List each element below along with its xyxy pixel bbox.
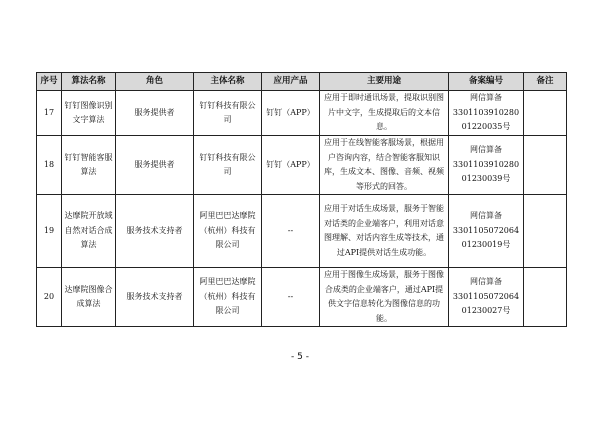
cell-product: 钉钉（APP） (262, 136, 320, 195)
algorithm-registry-table (36, 72, 567, 327)
cell-record-number (449, 91, 524, 136)
page-number: - 5 - (291, 352, 309, 362)
table-header-row (37, 73, 567, 91)
col-header-algorithm-name: 算法名称 (62, 73, 116, 91)
col-header-role: 角色 (116, 73, 194, 91)
cell-product: 钉钉（APP） (262, 91, 320, 136)
record-code: 330110507206401230027号 (452, 291, 520, 316)
record-prefix: 网信算备 (470, 277, 502, 287)
cell-algorithm-name: 达摩院开放域自然对话合成算法 (62, 195, 116, 268)
cell-remark (524, 91, 567, 136)
record-code: 330110507206401230019号 (452, 225, 520, 250)
cell-remark (524, 268, 567, 327)
col-header-entity-name: 主体名称 (194, 73, 262, 91)
table-row (37, 91, 567, 136)
cell-entity-name: 阿里巴巴达摩院（杭州）科技有限公司 (194, 195, 262, 268)
col-header-usage: 主要用途 (320, 73, 449, 91)
col-header-no: 序号 (37, 73, 62, 91)
cell-algorithm-name: 钉钉智能客服算法 (62, 136, 116, 195)
record-prefix: 网信算备 (470, 145, 502, 155)
cell-entity-name: 阿里巴巴达摩院（杭州）科技有限公司 (194, 268, 262, 327)
cell-algorithm-name: 钉钉图像识别文字算法 (62, 91, 116, 136)
cell-usage: 应用于即时通讯场景，提取识别图片中文字，生成提取后的文本信息。 (320, 91, 449, 136)
cell-usage: 应用于对话生成场景，服务于智能对话类的企业端客户，利用对话意图理解、对话内容生成等技术，通过API提供对话生成功能。 (320, 195, 449, 268)
record-code: 330110391028001230039号 (452, 159, 520, 184)
cell-role: 服务技术支持者 (116, 195, 194, 268)
cell-role: 服务提供者 (116, 136, 194, 195)
cell-usage: 应用于在线智能客服场景，根据用户咨询内容，结合智能客服知识库，生成文本、图像、音频、视频等形式的回答。 (320, 136, 449, 195)
table-row (37, 195, 567, 268)
cell-algorithm-name: 达摩院图像合成算法 (62, 268, 116, 327)
cell-no: 17 (37, 91, 62, 136)
table-row (37, 136, 567, 195)
record-prefix: 网信算备 (470, 93, 502, 103)
cell-entity-name: 钉钉科技有限公司 (194, 91, 262, 136)
cell-role: 服务提供者 (116, 91, 194, 136)
col-header-record-number: 备案编号 (449, 73, 524, 91)
table-row (37, 268, 567, 327)
col-header-remark: 备注 (524, 73, 567, 91)
cell-entity-name: 钉钉科技有限公司 (194, 136, 262, 195)
cell-record-number (449, 268, 524, 327)
cell-remark (524, 136, 567, 195)
cell-role: 服务技术支持者 (116, 268, 194, 327)
cell-remark (524, 195, 567, 268)
cell-record-number (449, 136, 524, 195)
record-code: 330110391028001220035号 (452, 107, 520, 132)
cell-product: -- (262, 195, 320, 268)
cell-no: 20 (37, 268, 62, 327)
record-prefix: 网信算备 (470, 211, 502, 221)
cell-no: 19 (37, 195, 62, 268)
cell-record-number (449, 195, 524, 268)
col-header-product: 应用产品 (262, 73, 320, 91)
cell-usage: 应用于图像生成场景，服务于图像合成类的企业端客户，通过API提供文字信息转化为图像信息的功能。 (320, 268, 449, 327)
cell-no: 18 (37, 136, 62, 195)
cell-product: -- (262, 268, 320, 327)
